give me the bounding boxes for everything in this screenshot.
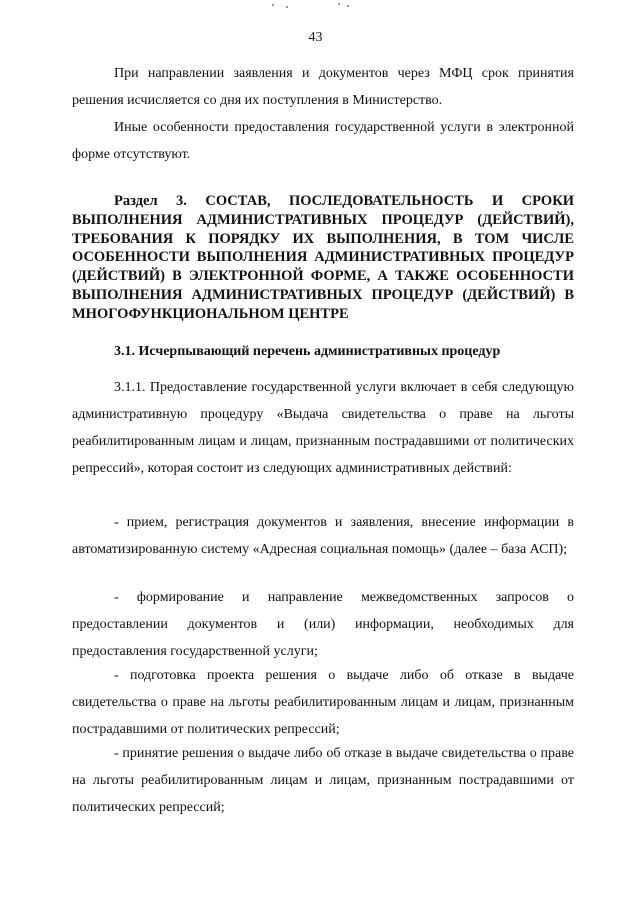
list-item xyxy=(72,662,574,743)
paragraph-mfc-deadline xyxy=(72,60,574,114)
list-item-text: - подготовка проекта решения о выдаче либо об отказе в выдаче свидетельства о праве на льготы реабилитированным лицам и лицам, признанным пострадавшими от политических репрессий; xyxy=(72,668,574,737)
scan-specks xyxy=(250,2,370,8)
page-number: 43 xyxy=(308,30,323,45)
paragraph-text: 3.1.1. Предоставление государственной услуги включает в себя следующую административную процедуру «Выдача свидетельства о праве на льготы реабилитированным лицам и лицам, признанным пострадавшими от политических репрессий», которая состоит из следующих административных действий: xyxy=(72,380,574,476)
paragraph-text: Иные особенности предоставления государственной услуги в электронной форме отсутствуют. xyxy=(72,120,574,162)
list-item-text: - формирование и направление межведомственных запросов о предоставлении документов и (или) информации, необходимых для предоставления государственной услуги; xyxy=(72,590,574,659)
list-item xyxy=(72,584,574,665)
section-title: Раздел 3. СОСТАВ, ПОСЛЕДОВАТЕЛЬНОСТЬ И СРОКИ ВЫПОЛНЕНИЯ АДМИНИСТРАТИВНЫХ ПРОЦЕДУР (ДЕЙСТВИЙ), ТРЕБОВАНИЯ К ПОРЯДКУ ИХ ВЫПОЛНЕНИЯ, В ТОМ ЧИСЛЕ ОСОБЕННОСТИ ВЫПОЛНЕНИЯ АДМИНИСТРАТИВНЫХ ПРОЦЕДУР (ДЕЙСТВИЙ) В ЭЛЕКТРОННОЙ ФОРМЕ, А ТАКЖЕ ОСОБЕННОСТИ ВЫПОЛНЕНИЯ АДМИНИСТРАТИВНЫХ ПРОЦЕДУР (ДЕЙСТВИЙ) В МНОГОФУНКЦИОНАЛЬНОМ ЦЕНТРЕ xyxy=(72,193,574,322)
paragraph-text: При направлении заявления и документов через МФЦ срок принятия решения исчисляется со дня их поступления в Министерство. xyxy=(72,66,574,108)
list-item-text: - прием, регистрация документов и заявления, внесение информации в автоматизированную систему «Адресная социальная помощь» (далее – база АСП); xyxy=(72,515,574,557)
paragraph-electronic-form xyxy=(72,114,574,168)
list-item xyxy=(72,509,574,563)
subsection-title: 3.1. Исчерпывающий перечень административных процедур xyxy=(114,344,501,359)
list-item-text: - принятие решения о выдаче либо об отказе в выдаче свидетельства о праве на льготы реабилитированным лицам и лицам, признанным пострадавшими от политических репрессий; xyxy=(72,746,574,815)
list-item xyxy=(72,740,574,821)
paragraph-3-1-1 xyxy=(72,374,574,482)
